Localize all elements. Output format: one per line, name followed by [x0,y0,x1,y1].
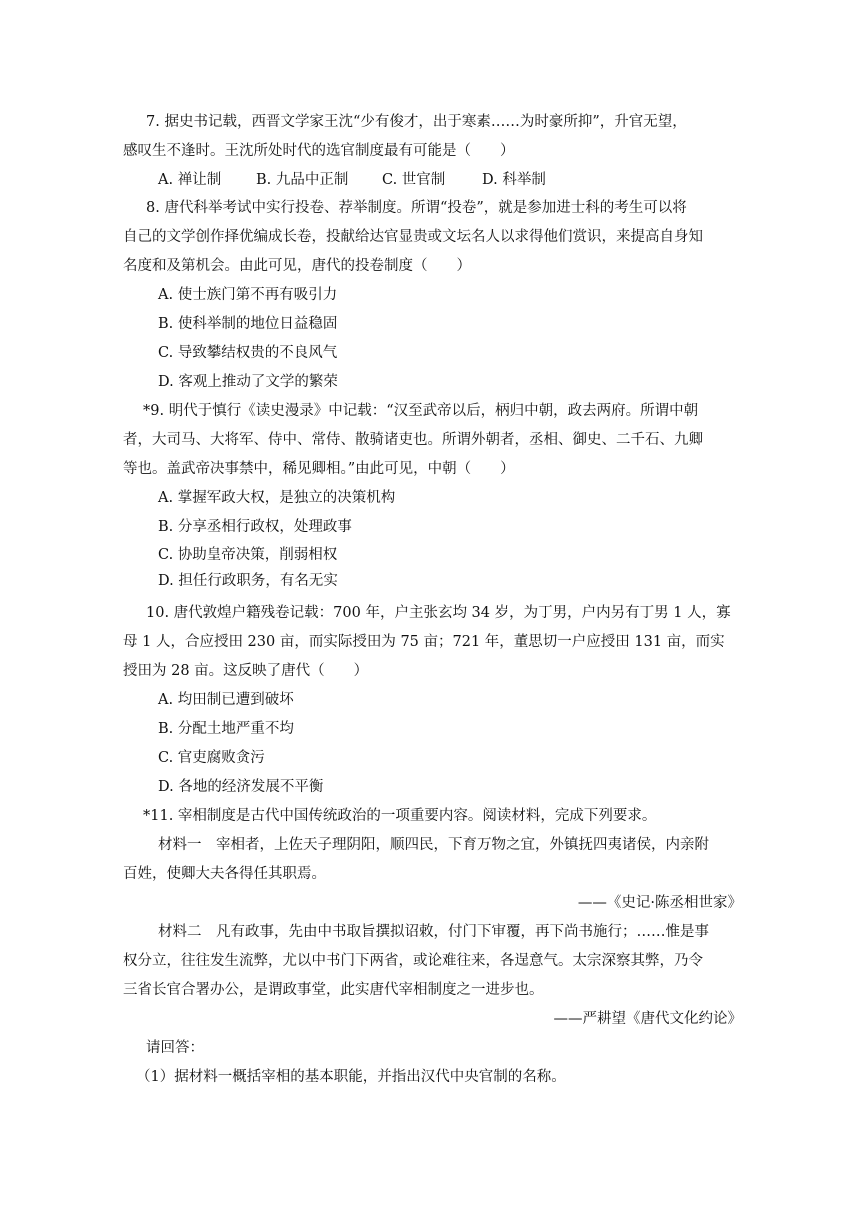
q10-option-d: D. 各地的经济发展不平衡 [158,779,324,795]
q7-option-a: A. 禅让制 [158,172,222,188]
q7-options [158,170,546,190]
q9-option-c: C. 协助皇帝决策，削弱相权 [158,547,338,563]
q10-option-a: A. 均田制已遭到破坏 [158,692,294,708]
q10-stem-line-1: 10. 唐代敦煌户籍残卷记载：700 年，户主张玄均 34 岁，为丁男，户内另有丁男 1 人，寡 [146,605,731,621]
q11-intro: *11. 宰相制度是古代中国传统政治的一项重要内容。阅读材料，完成下列要求。 [143,808,657,824]
q11-material-1-source: ——《史记·陈丞相世家》 [577,895,742,911]
q9-stem-line-1: *9. 明代于慎行《读史漫录》中记载：“汉至武帝以后，柄归中朝，政去两府。所谓中朝 [143,403,699,419]
q10-stem-line-3: 授田为 28 亩。这反映了唐代（ ） [123,663,369,679]
q8-stem-line-2: 自己的文学创作择优编成长卷，投献给达官显贵或文坛名人以求得他们赏识，来提高自身知 [123,229,703,245]
q9-stem-line-2: 者，大司马、大将军、侍中、常侍、散骑诸吏也。所谓外朝者，丞相、御史、二千石、九卿 [123,432,703,448]
q8-option-a: A. 使士族门第不再有吸引力 [158,287,338,303]
q11-answer-prompt: 请回答： [146,1040,204,1056]
q11-material-2-source: ——严耕望《唐代文化约论》 [553,1011,742,1027]
q10-stem-line-2: 母 1 人，合应授田 230 亩，而实际授田为 75 亩；721 年，董思切一户应授田 131 亩，而实 [123,634,725,650]
q9-stem-line-3: 等也。盖武帝决事禁中，稀见卿相。”由此可见，中朝（ ） [123,461,515,477]
q11-material-2-line-3: 三省长官合署办公，是谓政事堂，此实唐代宰相制度之一进步也。 [123,982,544,998]
q8-option-d: D. 客观上推动了文学的繁荣 [158,374,338,390]
q11-material-2-line-1: 材料二 凡有政事，先由中书取旨撰拟诏敕，付门下审覆，再下尚书施行；……惟是事 [158,924,709,940]
q9-option-a: A. 掌握军政大权，是独立的决策机构 [158,490,396,506]
q11-material-2-line-2: 权分立，往往发生流弊，尤以中书门下两省，或论难往来，各逞意气。太宗深察其弊，乃令 [123,953,703,969]
q7-option-d: D. 科举制 [482,172,546,188]
q11-material-1-line-1: 材料一 宰相者，上佐天子理阴阳，顺四民，下育万物之宜，外镇抚四夷诸侯，内亲附 [158,837,709,853]
q10-option-c: C. 官吏腐败贪污 [158,750,265,766]
q8-stem-line-1: 8. 唐代科举考试中实行投卷、荐举制度。所谓“投卷”，就是参加进士科的考生可以将 [146,200,687,216]
q8-option-b: B. 使科举制的地位日益稳固 [158,316,338,332]
q9-option-d: D. 担任行政职务，有名无实 [158,573,338,589]
q9-option-b: B. 分享丞相行政权，处理政事 [158,519,352,535]
q11-material-1-line-2: 百姓，使卿大夫各得任其职焉。 [123,866,326,882]
q7-option-b: B. 九品中正制 [256,172,349,188]
q8-option-c: C. 导致攀结权贵的不良风气 [158,345,338,361]
q7-option-c: C. 世官制 [382,172,446,188]
q10-option-b: B. 分配土地严重不均 [158,721,294,737]
q7-stem-line-1: 7. 据史书记载，西晋文学家王沈“少有俊才，出于寒素……为时豪所抑”，升官无望， [146,114,687,130]
q7-stem-line-2: 感叹生不逢时。王沈所处时代的选官制度最有可能是（ ） [123,143,515,159]
q11-sub-question-1: （1）据材料一概括宰相的基本职能，并指出汉代中央官制的名称。 [136,1069,566,1085]
q8-stem-line-3: 名度和及第机会。由此可见，唐代的投卷制度（ ） [123,258,471,274]
